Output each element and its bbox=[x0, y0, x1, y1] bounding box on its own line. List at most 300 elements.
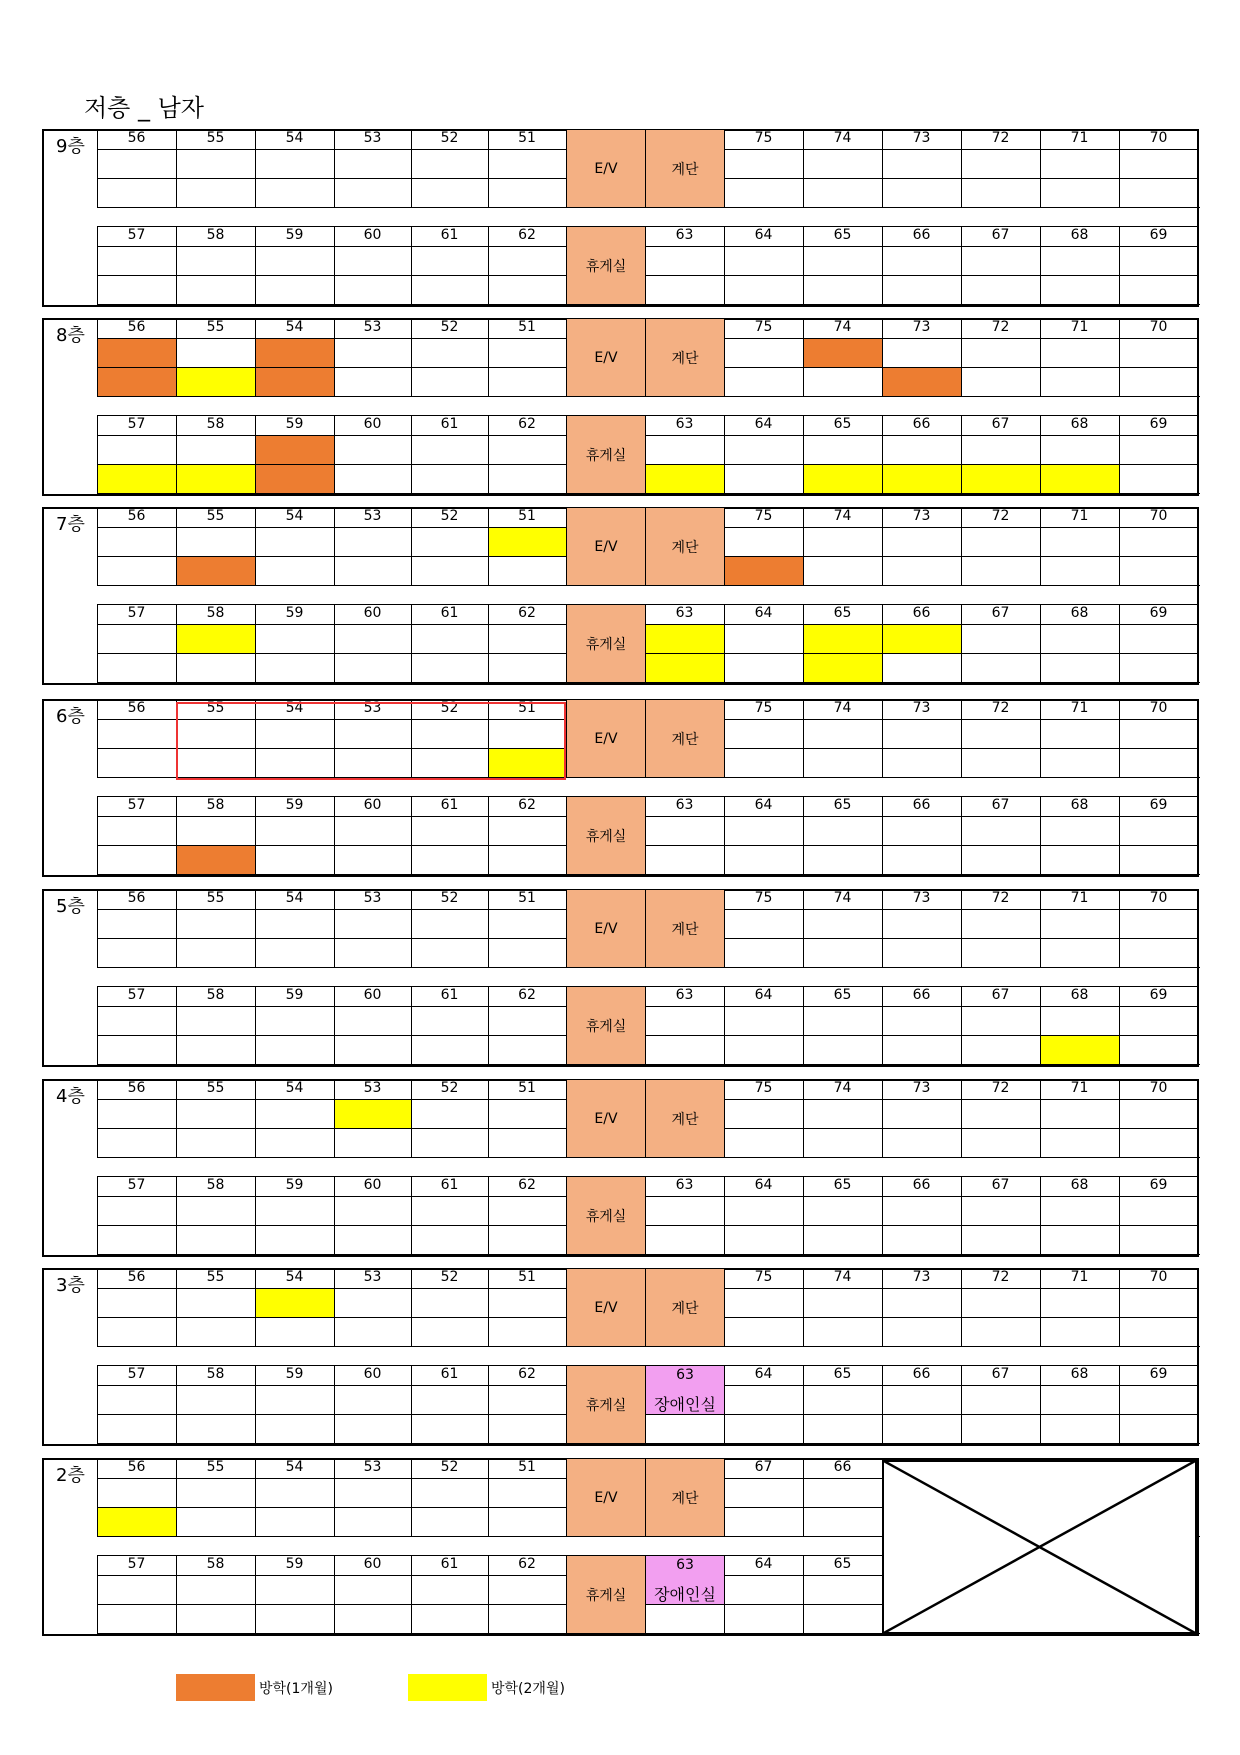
room-cell[interactable] bbox=[334, 1099, 412, 1129]
room-cell[interactable] bbox=[1119, 1225, 1199, 1255]
room-cell[interactable] bbox=[645, 845, 725, 875]
room-header-cell[interactable] bbox=[803, 1176, 883, 1197]
room-cell[interactable] bbox=[724, 1225, 804, 1255]
room-cell[interactable] bbox=[411, 1225, 489, 1255]
room-cell[interactable] bbox=[411, 367, 489, 397]
room-cell[interactable] bbox=[97, 367, 177, 397]
room-cell[interactable] bbox=[724, 1575, 804, 1605]
room-cell[interactable] bbox=[334, 1006, 412, 1036]
room-header-cell[interactable] bbox=[803, 699, 883, 720]
room-header-cell[interactable] bbox=[488, 318, 567, 339]
room-cell[interactable] bbox=[882, 845, 962, 875]
room-header-cell[interactable] bbox=[961, 1079, 1041, 1100]
room-header-cell[interactable] bbox=[1119, 318, 1199, 339]
room-cell[interactable] bbox=[411, 149, 489, 179]
room-header-cell[interactable] bbox=[411, 796, 489, 817]
room-header-cell[interactable] bbox=[488, 415, 567, 436]
room-header-cell[interactable] bbox=[488, 226, 567, 247]
room-cell[interactable] bbox=[1040, 938, 1120, 968]
room-cell[interactable] bbox=[961, 1317, 1041, 1347]
room-cell[interactable] bbox=[803, 1006, 883, 1036]
room-header-cell[interactable] bbox=[488, 1458, 567, 1479]
room-header-cell[interactable] bbox=[97, 226, 177, 247]
room-cell[interactable] bbox=[1040, 748, 1120, 778]
room-cell[interactable] bbox=[1119, 719, 1199, 749]
room-header-cell[interactable] bbox=[1119, 1268, 1199, 1289]
room-header-cell[interactable] bbox=[411, 507, 489, 528]
room-header-cell[interactable] bbox=[97, 986, 177, 1007]
room-cell[interactable] bbox=[882, 719, 962, 749]
room-cell[interactable] bbox=[882, 1035, 962, 1065]
room-header-cell[interactable] bbox=[334, 1458, 412, 1479]
room-cell[interactable] bbox=[411, 246, 489, 276]
room-header-cell[interactable] bbox=[961, 507, 1041, 528]
room-cell[interactable] bbox=[645, 1035, 725, 1065]
room-cell[interactable] bbox=[1119, 435, 1199, 465]
room-cell[interactable] bbox=[882, 556, 962, 586]
room-cell[interactable] bbox=[1040, 1225, 1120, 1255]
room-cell[interactable] bbox=[411, 1507, 489, 1537]
room-header-cell[interactable] bbox=[803, 1079, 883, 1100]
room-cell[interactable] bbox=[961, 1128, 1041, 1158]
room-cell[interactable] bbox=[334, 178, 412, 208]
room-cell[interactable] bbox=[882, 338, 962, 368]
room-cell[interactable] bbox=[961, 149, 1041, 179]
room-header-cell[interactable] bbox=[411, 1079, 489, 1100]
room-header-cell[interactable] bbox=[97, 1176, 177, 1197]
room-cell[interactable] bbox=[97, 719, 177, 749]
room-cell[interactable] bbox=[488, 178, 567, 208]
room-header-cell[interactable] bbox=[724, 415, 804, 436]
room-cell[interactable] bbox=[488, 435, 567, 465]
room-cell[interactable] bbox=[411, 527, 489, 557]
room-cell[interactable] bbox=[1119, 464, 1199, 494]
room-cell[interactable] bbox=[176, 435, 256, 465]
room-cell[interactable] bbox=[882, 1225, 962, 1255]
room-cell[interactable] bbox=[255, 624, 335, 654]
room-header-cell[interactable] bbox=[1040, 986, 1120, 1007]
room-cell[interactable] bbox=[334, 1604, 412, 1634]
room-cell[interactable] bbox=[724, 1196, 804, 1226]
room-header-cell[interactable] bbox=[803, 604, 883, 625]
room-cell[interactable] bbox=[411, 1385, 489, 1415]
room-cell[interactable] bbox=[176, 275, 256, 305]
room-cell[interactable] bbox=[97, 246, 177, 276]
room-cell[interactable] bbox=[488, 556, 567, 586]
room-cell[interactable] bbox=[97, 556, 177, 586]
room-cell[interactable] bbox=[488, 1414, 567, 1444]
room-cell[interactable] bbox=[961, 653, 1041, 683]
room-cell[interactable] bbox=[255, 275, 335, 305]
room-header-cell[interactable] bbox=[176, 1365, 256, 1386]
room-header-cell[interactable] bbox=[1119, 1079, 1199, 1100]
room-cell[interactable] bbox=[255, 1225, 335, 1255]
room-cell[interactable] bbox=[97, 909, 177, 939]
room-cell[interactable] bbox=[488, 938, 567, 968]
room-cell[interactable] bbox=[411, 1288, 489, 1318]
room-header-cell[interactable] bbox=[882, 889, 962, 910]
room-cell[interactable] bbox=[176, 1414, 256, 1444]
room-cell[interactable] bbox=[176, 1478, 256, 1508]
room-cell[interactable] bbox=[1119, 1317, 1199, 1347]
room-cell[interactable] bbox=[882, 938, 962, 968]
room-cell[interactable] bbox=[724, 1385, 804, 1415]
room-cell[interactable] bbox=[645, 1604, 725, 1634]
room-header-cell[interactable] bbox=[97, 129, 177, 150]
room-cell[interactable] bbox=[176, 1225, 256, 1255]
room-header-cell[interactable] bbox=[334, 986, 412, 1007]
room-cell[interactable] bbox=[724, 1604, 804, 1634]
room-cell[interactable] bbox=[961, 748, 1041, 778]
room-cell[interactable] bbox=[961, 909, 1041, 939]
room-cell[interactable] bbox=[1040, 1414, 1120, 1444]
room-cell[interactable] bbox=[488, 845, 567, 875]
room-cell[interactable] bbox=[488, 149, 567, 179]
room-cell[interactable] bbox=[882, 1006, 962, 1036]
room-header-cell[interactable] bbox=[882, 1079, 962, 1100]
room-cell[interactable] bbox=[1040, 1385, 1120, 1415]
room-header-cell[interactable] bbox=[411, 986, 489, 1007]
room-cell[interactable] bbox=[411, 816, 489, 846]
room-header-cell[interactable] bbox=[803, 415, 883, 436]
room-cell[interactable] bbox=[411, 909, 489, 939]
room-cell[interactable] bbox=[411, 435, 489, 465]
room-cell[interactable] bbox=[1119, 338, 1199, 368]
room-cell[interactable] bbox=[882, 816, 962, 846]
room-cell[interactable] bbox=[803, 938, 883, 968]
room-header-cell[interactable] bbox=[488, 986, 567, 1007]
room-cell[interactable] bbox=[176, 246, 256, 276]
room-cell[interactable] bbox=[255, 1128, 335, 1158]
room-cell[interactable] bbox=[1040, 367, 1120, 397]
room-header-cell[interactable] bbox=[255, 1268, 335, 1289]
room-header-cell[interactable] bbox=[488, 889, 567, 910]
room-header-cell[interactable] bbox=[334, 1176, 412, 1197]
room-header-cell[interactable] bbox=[724, 796, 804, 817]
room-header-cell[interactable] bbox=[645, 986, 725, 1007]
room-cell[interactable] bbox=[1119, 816, 1199, 846]
room-cell[interactable] bbox=[961, 938, 1041, 968]
room-header-cell[interactable] bbox=[961, 1176, 1041, 1197]
room-cell[interactable] bbox=[724, 1478, 804, 1508]
room-cell[interactable] bbox=[803, 1575, 883, 1605]
room-cell[interactable] bbox=[724, 527, 804, 557]
room-cell[interactable] bbox=[803, 1478, 883, 1508]
room-cell[interactable] bbox=[803, 1128, 883, 1158]
room-cell[interactable] bbox=[97, 816, 177, 846]
room-cell[interactable] bbox=[1119, 275, 1199, 305]
room-header-cell[interactable] bbox=[176, 226, 256, 247]
room-cell[interactable] bbox=[255, 464, 335, 494]
room-header-cell[interactable] bbox=[882, 129, 962, 150]
room-cell[interactable] bbox=[882, 435, 962, 465]
room-cell[interactable] bbox=[803, 275, 883, 305]
room-cell[interactable] bbox=[803, 178, 883, 208]
room-cell[interactable] bbox=[882, 1317, 962, 1347]
room-cell[interactable] bbox=[645, 464, 725, 494]
room-header-cell[interactable] bbox=[334, 415, 412, 436]
room-cell[interactable] bbox=[334, 1035, 412, 1065]
room-header-cell[interactable] bbox=[1040, 318, 1120, 339]
room-cell[interactable] bbox=[411, 1414, 489, 1444]
room-cell[interactable] bbox=[803, 845, 883, 875]
room-header-cell[interactable] bbox=[255, 796, 335, 817]
room-cell[interactable] bbox=[97, 527, 177, 557]
room-cell[interactable] bbox=[1119, 748, 1199, 778]
room-header-cell[interactable] bbox=[645, 415, 725, 436]
room-header-cell[interactable] bbox=[724, 1268, 804, 1289]
room-cell[interactable] bbox=[803, 1604, 883, 1634]
room-cell[interactable] bbox=[176, 909, 256, 939]
room-cell[interactable] bbox=[176, 367, 256, 397]
room-cell[interactable] bbox=[334, 1575, 412, 1605]
room-cell[interactable] bbox=[97, 275, 177, 305]
room-header-cell[interactable] bbox=[176, 507, 256, 528]
room-cell[interactable] bbox=[97, 1035, 177, 1065]
room-cell[interactable] bbox=[1119, 556, 1199, 586]
room-header-cell[interactable] bbox=[961, 889, 1041, 910]
room-header-cell[interactable] bbox=[803, 226, 883, 247]
room-cell[interactable] bbox=[961, 1099, 1041, 1129]
room-header-cell[interactable] bbox=[803, 1458, 883, 1479]
room-header-cell[interactable] bbox=[255, 1458, 335, 1479]
room-header-cell[interactable] bbox=[97, 604, 177, 625]
room-cell[interactable] bbox=[176, 178, 256, 208]
room-cell[interactable] bbox=[724, 435, 804, 465]
room-cell[interactable] bbox=[1040, 1288, 1120, 1318]
room-cell[interactable] bbox=[334, 1288, 412, 1318]
room-header-cell[interactable] bbox=[411, 129, 489, 150]
room-cell[interactable] bbox=[803, 1035, 883, 1065]
room-cell[interactable] bbox=[882, 653, 962, 683]
room-cell[interactable] bbox=[334, 653, 412, 683]
room-cell[interactable] bbox=[724, 556, 804, 586]
room-cell[interactable] bbox=[488, 1006, 567, 1036]
room-header-cell[interactable] bbox=[176, 1079, 256, 1100]
room-cell[interactable] bbox=[488, 367, 567, 397]
room-cell[interactable] bbox=[97, 1225, 177, 1255]
room-cell[interactable] bbox=[255, 149, 335, 179]
room-cell[interactable] bbox=[176, 653, 256, 683]
room-cell[interactable] bbox=[176, 1317, 256, 1347]
room-cell[interactable] bbox=[97, 1006, 177, 1036]
room-cell[interactable] bbox=[97, 624, 177, 654]
room-header-cell[interactable] bbox=[488, 604, 567, 625]
room-cell[interactable] bbox=[882, 527, 962, 557]
room-header-cell[interactable] bbox=[334, 1268, 412, 1289]
room-cell[interactable] bbox=[176, 938, 256, 968]
room-cell[interactable] bbox=[334, 624, 412, 654]
room-cell[interactable] bbox=[724, 624, 804, 654]
room-header-cell[interactable] bbox=[488, 1365, 567, 1386]
room-header-cell[interactable] bbox=[1119, 415, 1199, 436]
room-cell[interactable] bbox=[334, 367, 412, 397]
room-cell[interactable] bbox=[1119, 1196, 1199, 1226]
room-cell[interactable] bbox=[1119, 246, 1199, 276]
room-header-cell[interactable] bbox=[961, 1268, 1041, 1289]
room-cell[interactable] bbox=[334, 1128, 412, 1158]
room-header-cell[interactable] bbox=[411, 604, 489, 625]
room-header-cell[interactable] bbox=[803, 1268, 883, 1289]
room-cell[interactable] bbox=[488, 1604, 567, 1634]
room-header-cell[interactable] bbox=[488, 129, 567, 150]
room-cell[interactable] bbox=[803, 149, 883, 179]
room-cell[interactable] bbox=[488, 527, 567, 557]
room-cell[interactable] bbox=[803, 1317, 883, 1347]
room-header-cell[interactable] bbox=[1040, 226, 1120, 247]
room-cell[interactable] bbox=[411, 624, 489, 654]
room-header-cell[interactable] bbox=[882, 796, 962, 817]
room-header-cell[interactable] bbox=[1119, 1365, 1199, 1386]
room-header-cell[interactable] bbox=[882, 699, 962, 720]
room-cell[interactable] bbox=[1040, 1006, 1120, 1036]
room-cell[interactable] bbox=[334, 1196, 412, 1226]
room-header-cell[interactable] bbox=[1119, 1176, 1199, 1197]
room-cell[interactable] bbox=[1040, 719, 1120, 749]
room-cell[interactable] bbox=[961, 275, 1041, 305]
room-cell[interactable] bbox=[255, 556, 335, 586]
room-cell[interactable] bbox=[97, 149, 177, 179]
room-cell[interactable] bbox=[334, 845, 412, 875]
room-cell[interactable] bbox=[882, 367, 962, 397]
room-cell[interactable] bbox=[97, 1317, 177, 1347]
room-header-cell[interactable] bbox=[803, 1555, 883, 1576]
room-header-cell[interactable] bbox=[334, 604, 412, 625]
room-header-cell[interactable] bbox=[334, 507, 412, 528]
room-cell[interactable] bbox=[803, 816, 883, 846]
room-cell[interactable] bbox=[255, 1288, 335, 1318]
room-header-cell[interactable] bbox=[97, 1555, 177, 1576]
room-header-cell[interactable] bbox=[882, 1176, 962, 1197]
room-cell[interactable] bbox=[645, 624, 725, 654]
room-cell[interactable] bbox=[334, 556, 412, 586]
room-cell[interactable] bbox=[176, 338, 256, 368]
room-cell[interactable] bbox=[488, 1035, 567, 1065]
room-cell[interactable] bbox=[176, 1006, 256, 1036]
room-cell[interactable] bbox=[645, 275, 725, 305]
room-cell[interactable] bbox=[1040, 556, 1120, 586]
room-cell[interactable] bbox=[411, 556, 489, 586]
room-header-cell[interactable] bbox=[255, 129, 335, 150]
room-cell[interactable] bbox=[255, 367, 335, 397]
room-header-cell[interactable] bbox=[961, 129, 1041, 150]
room-cell[interactable] bbox=[1040, 1099, 1120, 1129]
room-header-cell[interactable] bbox=[1040, 415, 1120, 436]
room-header-cell[interactable] bbox=[961, 318, 1041, 339]
room-cell[interactable] bbox=[1119, 624, 1199, 654]
room-header-cell[interactable] bbox=[803, 986, 883, 1007]
room-cell[interactable] bbox=[724, 1035, 804, 1065]
room-header-cell[interactable] bbox=[803, 129, 883, 150]
room-cell[interactable] bbox=[724, 653, 804, 683]
room-cell[interactable] bbox=[97, 845, 177, 875]
room-header-cell[interactable] bbox=[97, 699, 177, 720]
room-cell[interactable] bbox=[724, 1317, 804, 1347]
room-header-cell[interactable] bbox=[1040, 1268, 1120, 1289]
room-cell[interactable] bbox=[97, 1414, 177, 1444]
room-header-cell[interactable] bbox=[724, 699, 804, 720]
room-cell[interactable] bbox=[724, 367, 804, 397]
room-cell[interactable] bbox=[1040, 246, 1120, 276]
room-cell[interactable] bbox=[803, 435, 883, 465]
room-cell[interactable] bbox=[334, 527, 412, 557]
room-cell[interactable] bbox=[724, 464, 804, 494]
room-cell[interactable] bbox=[411, 653, 489, 683]
room-header-cell[interactable] bbox=[334, 796, 412, 817]
room-cell[interactable] bbox=[1119, 149, 1199, 179]
room-cell[interactable] bbox=[255, 1507, 335, 1537]
room-header-cell[interactable] bbox=[176, 986, 256, 1007]
room-cell[interactable] bbox=[961, 338, 1041, 368]
accessible-room[interactable] bbox=[645, 1365, 725, 1415]
room-header-cell[interactable] bbox=[411, 318, 489, 339]
room-header-cell[interactable] bbox=[724, 1555, 804, 1576]
room-header-cell[interactable] bbox=[411, 1458, 489, 1479]
room-cell[interactable] bbox=[1119, 909, 1199, 939]
room-cell[interactable] bbox=[1119, 653, 1199, 683]
room-cell[interactable] bbox=[1040, 338, 1120, 368]
room-cell[interactable] bbox=[255, 909, 335, 939]
room-cell[interactable] bbox=[488, 1196, 567, 1226]
room-cell[interactable] bbox=[961, 464, 1041, 494]
room-header-cell[interactable] bbox=[803, 318, 883, 339]
room-cell[interactable] bbox=[411, 1604, 489, 1634]
room-header-cell[interactable] bbox=[488, 1079, 567, 1100]
room-header-cell[interactable] bbox=[97, 1079, 177, 1100]
room-cell[interactable] bbox=[255, 178, 335, 208]
room-header-cell[interactable] bbox=[1119, 796, 1199, 817]
room-cell[interactable] bbox=[882, 624, 962, 654]
room-cell[interactable] bbox=[1040, 435, 1120, 465]
room-header-cell[interactable] bbox=[1040, 1176, 1120, 1197]
room-cell[interactable] bbox=[1040, 275, 1120, 305]
room-header-cell[interactable] bbox=[255, 889, 335, 910]
room-cell[interactable] bbox=[1040, 149, 1120, 179]
room-cell[interactable] bbox=[255, 1196, 335, 1226]
room-header-cell[interactable] bbox=[334, 889, 412, 910]
room-cell[interactable] bbox=[176, 1575, 256, 1605]
room-cell[interactable] bbox=[882, 149, 962, 179]
room-cell[interactable] bbox=[961, 246, 1041, 276]
room-cell[interactable] bbox=[176, 816, 256, 846]
room-cell[interactable] bbox=[724, 338, 804, 368]
room-cell[interactable] bbox=[961, 178, 1041, 208]
room-header-cell[interactable] bbox=[1040, 604, 1120, 625]
room-cell[interactable] bbox=[1040, 653, 1120, 683]
room-cell[interactable] bbox=[1040, 1035, 1120, 1065]
room-cell[interactable] bbox=[97, 938, 177, 968]
room-cell[interactable] bbox=[1040, 464, 1120, 494]
room-header-cell[interactable] bbox=[176, 889, 256, 910]
room-header-cell[interactable] bbox=[97, 1365, 177, 1386]
room-cell[interactable] bbox=[724, 1507, 804, 1537]
room-cell[interactable] bbox=[803, 1288, 883, 1318]
room-cell[interactable] bbox=[1119, 1006, 1199, 1036]
room-cell[interactable] bbox=[97, 748, 177, 778]
room-cell[interactable] bbox=[334, 938, 412, 968]
room-cell[interactable] bbox=[1040, 1317, 1120, 1347]
room-cell[interactable] bbox=[882, 275, 962, 305]
room-cell[interactable] bbox=[724, 1414, 804, 1444]
room-cell[interactable] bbox=[411, 1099, 489, 1129]
room-cell[interactable] bbox=[176, 845, 256, 875]
room-cell[interactable] bbox=[488, 1288, 567, 1318]
room-header-cell[interactable] bbox=[724, 318, 804, 339]
room-cell[interactable] bbox=[255, 1575, 335, 1605]
room-header-cell[interactable] bbox=[645, 604, 725, 625]
room-cell[interactable] bbox=[882, 1128, 962, 1158]
room-cell[interactable] bbox=[961, 435, 1041, 465]
